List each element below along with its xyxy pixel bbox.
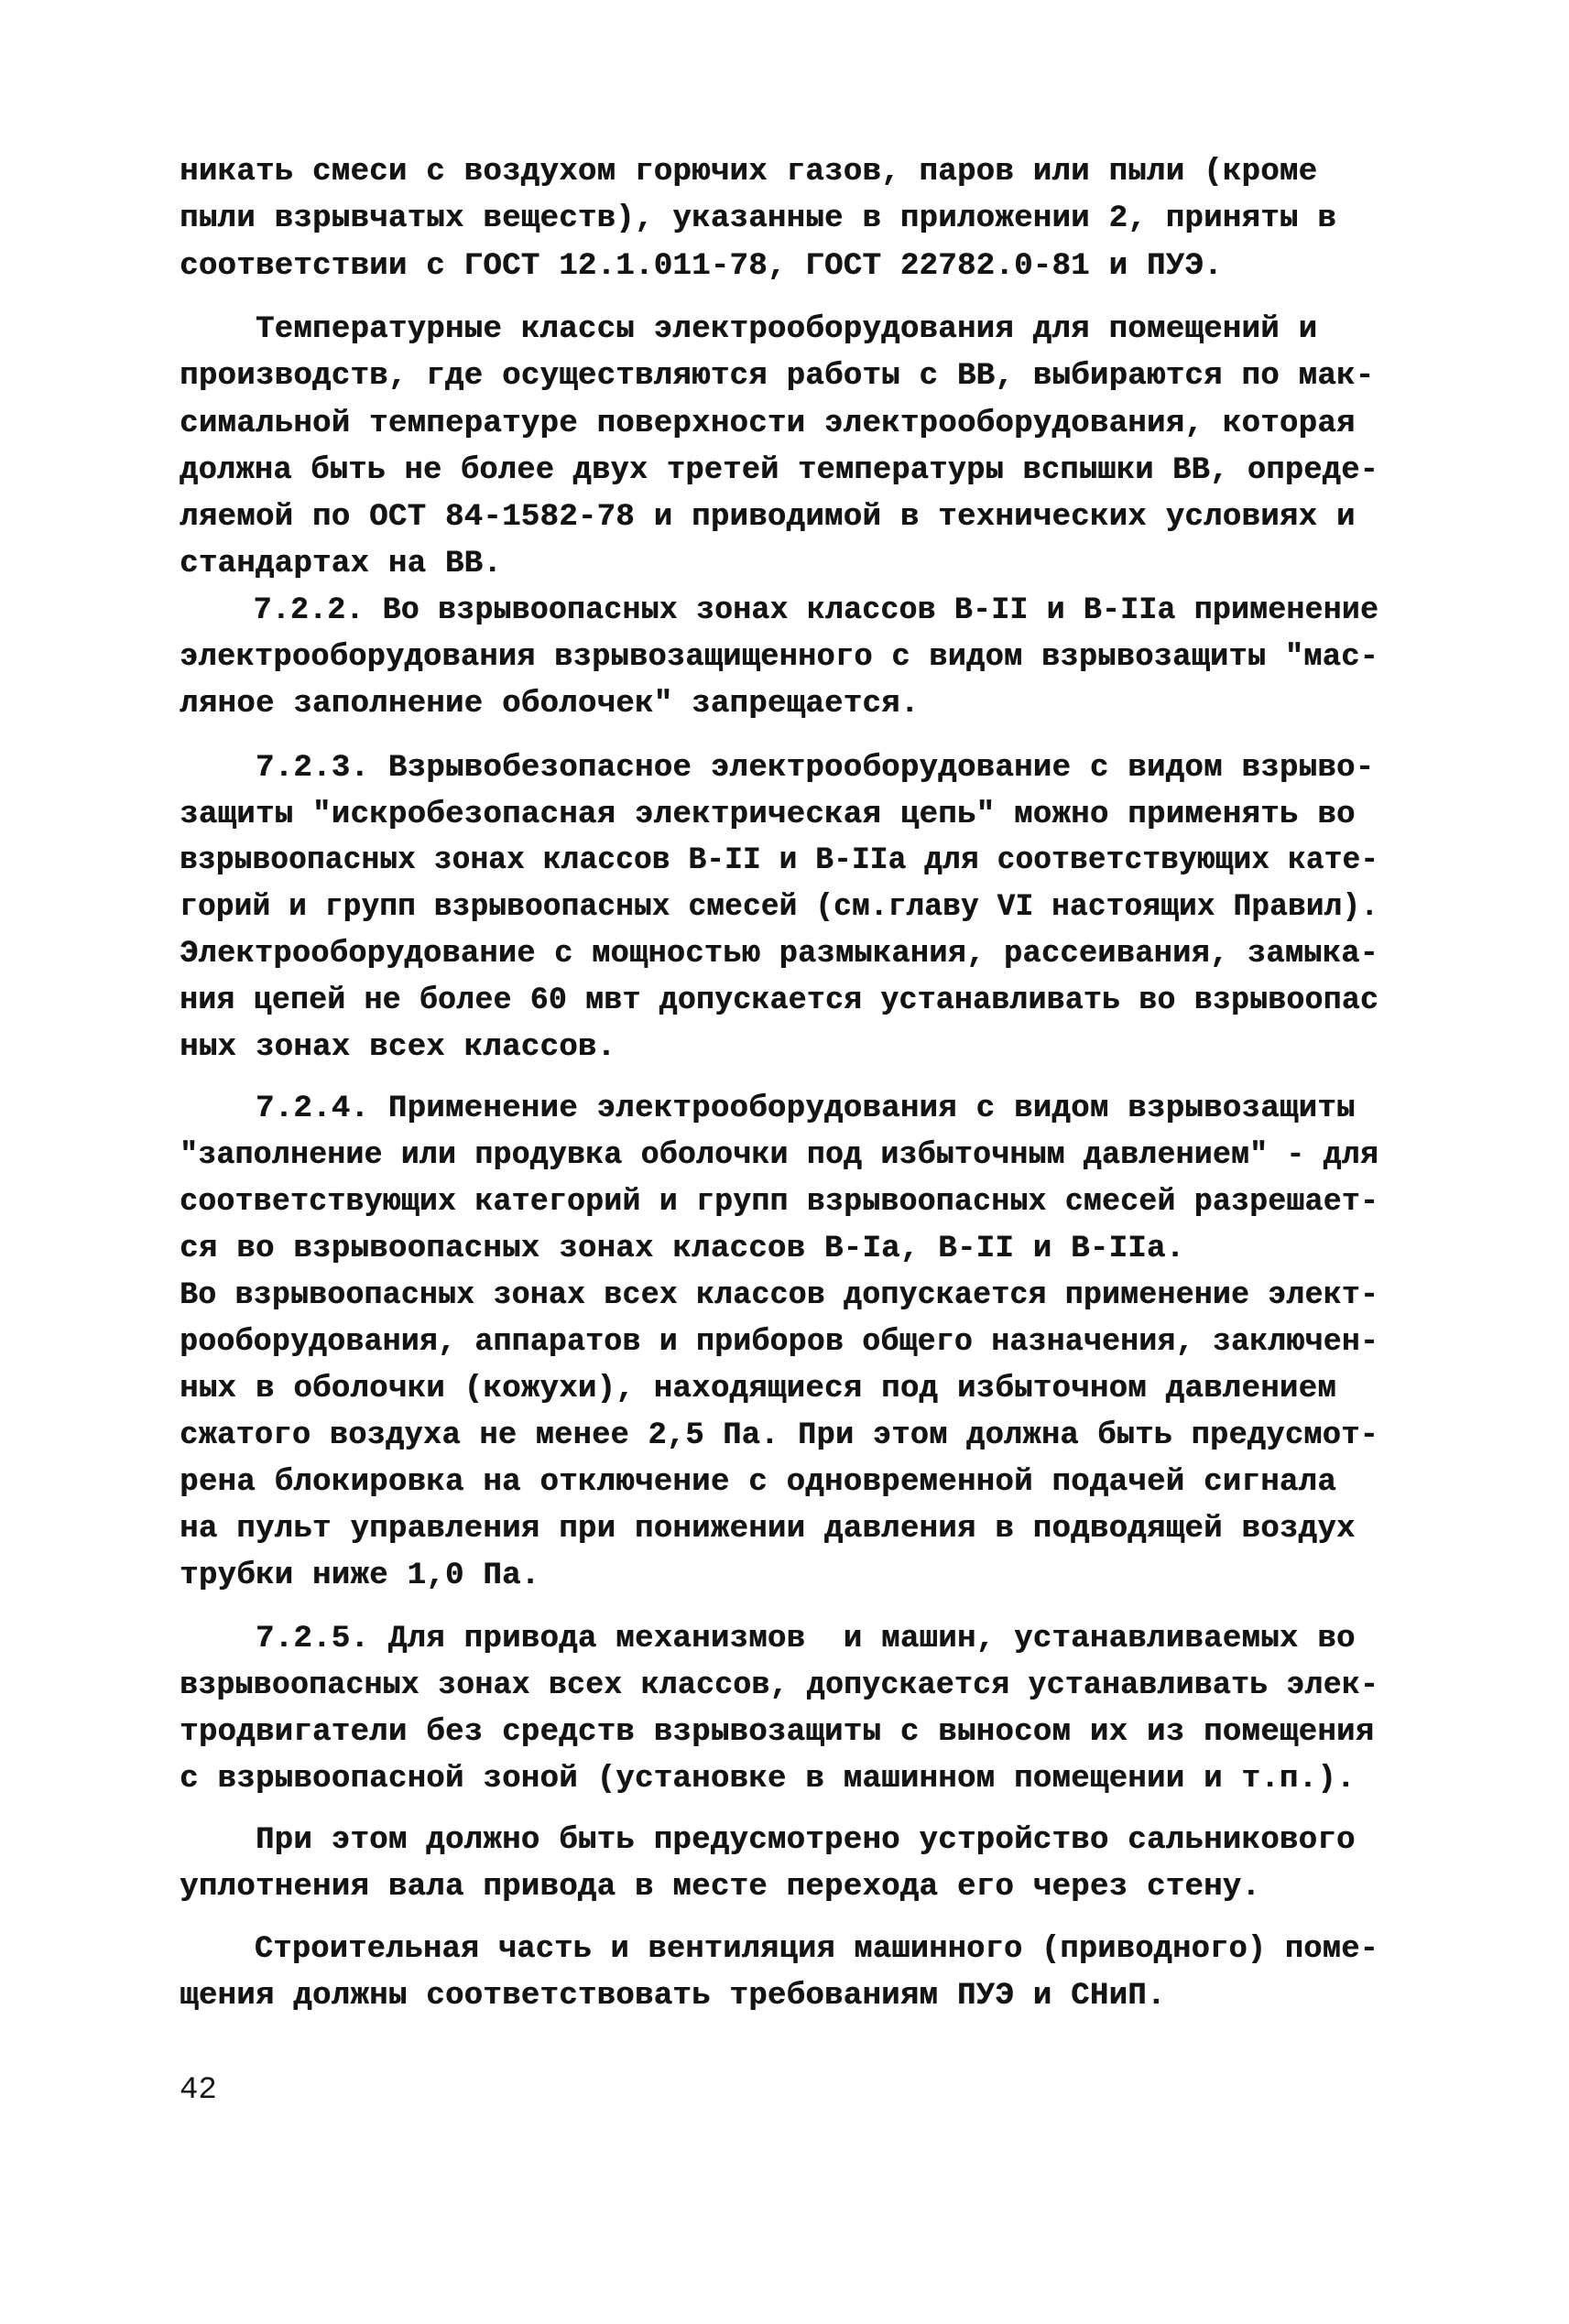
text-line: ных в оболочки (кожухи), находящиеся под избыточном давлением [180, 1372, 1336, 1406]
text-line: стандартах на ВВ. [180, 547, 502, 581]
text-line: ных зонах всех классов. [180, 1030, 616, 1065]
text-line: защиты "искробезопасная электрическая цепь" можно применять во [180, 798, 1356, 832]
text-line: "заполнение или продувка оболочки под избыточным давлением" - для [180, 1138, 1378, 1173]
text-line: производств, где осуществляются работы с ВВ, выбираются по мак- [180, 359, 1375, 394]
text-line: Строительная часть и вентиляция машинного (приводного) поме- [180, 1932, 1378, 1967]
text-line: соответствии с ГОСТ 12.1.011-78, ГОСТ 22782.0-81 и ПУЭ. [180, 249, 1223, 284]
text-line: соответствующих категорий и групп взрывоопасных смесей разрешает- [180, 1185, 1378, 1220]
text-line: сжатого воздуха не менее 2,5 Па. При этом должна быть предусмот- [180, 1418, 1378, 1453]
text-line: симальной температуре поверхности электрооборудования, которая [180, 407, 1356, 441]
text-line: горий и групп взрывоопасных смесей (см.главу VI настоящих Правил). [180, 890, 1379, 925]
text-line: трубки ниже 1,0 Па. [180, 1558, 540, 1593]
text-line: 7.2.2. Во взрывоопасных зонах классов В-II и В-IIa применение [180, 593, 1378, 628]
text-line: Температурные классы электрооборудования для помещений и [180, 312, 1318, 347]
page-number: 42 [180, 2073, 217, 2108]
text-line: уплотнения вала привода в месте перехода его через стену. [180, 1870, 1261, 1905]
text-line: взрывоопасных зонах классов В-II и В-IIa для соответствующих кате- [180, 843, 1379, 878]
text-line: ляемой по ОСТ 84-1582-78 и приводимой в технических условиях и [180, 500, 1356, 535]
text-line: 7.2.3. Взрывобезопасное электрооборудование с видом взрыво- [180, 751, 1375, 786]
text-line: тродвигатели без средств взрывозащиты с выносом их из помещения [180, 1715, 1375, 1750]
text-line: 7.2.5. Для привода механизмов и машин, устанавливаемых во [180, 1622, 1356, 1656]
text-line: рена блокировка на отключение с одновременной подачей сигнала [180, 1465, 1336, 1500]
text-line: с взрывоопасной зоной (установке в машинном помещении и т.п.). [180, 1762, 1356, 1797]
text-line: Электрооборудование с мощностью размыкания, рассеивания, замыка- [180, 937, 1378, 972]
text-line: должна быть не более двух третей температуры вспышки ВВ, опреде- [180, 453, 1378, 488]
text-line: электрооборудования взрывозащищенного с видом взрывозащиты "мас- [180, 640, 1378, 675]
text-line: на пульт управления при понижении давления в подводящей воздух [180, 1512, 1356, 1547]
text-line: ся во взрывоопасных зонах классов В-Ia, В-II и В-IIa. [180, 1232, 1185, 1266]
text-line: ляное заполнение оболочек" запрещается. [180, 687, 920, 722]
text-line: щения должны соответствовать требованиям ПУЭ и СНиП. [180, 1979, 1166, 2014]
text-line: 7.2.4. Применение электрооборудования с видом взрывозащиты [180, 1091, 1356, 1126]
text-line: никать смеси с воздухом горючих газов, паров или пыли (кроме [180, 155, 1318, 190]
text-line: При этом должно быть предусмотрено устройство сальникового [180, 1823, 1356, 1858]
text-line: ния цепей не более 60 мвт допускается устанавливать во взрывоопас [180, 983, 1378, 1018]
text-line: взрывоопасных зонах всех классов, допускается устанавливать элек- [180, 1668, 1378, 1703]
text-line: рооборудования, аппаратов и приборов общего назначения, заключен- [180, 1325, 1378, 1360]
text-line: пыли взрывчатых веществ), указанные в приложении 2, приняты в [180, 201, 1336, 236]
text-line: Во взрывоопасных зонах всех классов допускается применение элект- [180, 1278, 1378, 1313]
